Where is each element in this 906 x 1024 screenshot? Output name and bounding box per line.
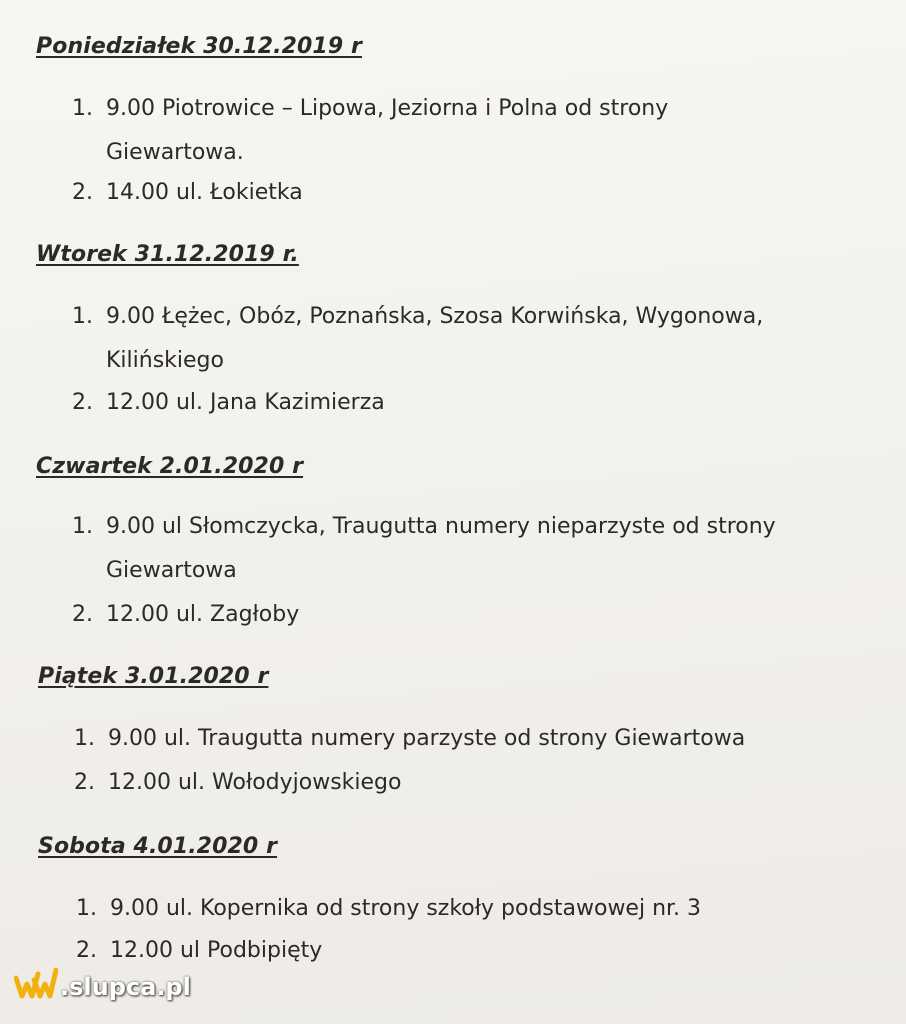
list-item-friday-2: [74, 762, 401, 804]
list-item-saturday-1: [76, 888, 701, 930]
day-heading-tuesday: Wtorek 31.12.2019 r.: [36, 242, 299, 267]
site-watermark: [14, 966, 191, 1002]
item-text: 12.00 ul. Jana Kazimierza: [106, 390, 385, 415]
item-number: 2.: [72, 390, 93, 415]
item-text-continuation: Giewartowa.: [106, 140, 244, 165]
slupca-logo-icon: [14, 966, 58, 1002]
item-text-continuation: Giewartowa: [106, 558, 237, 583]
item-text: 9.00 Piotrowice – Lipowa, Jeziorna i Polna od strony: [106, 96, 669, 121]
item-text: 9.00 ul. Traugutta numery parzyste od strony Giewartowa: [108, 726, 746, 751]
day-heading-friday: Piątek 3.01.2020 r: [38, 664, 269, 689]
day-heading-saturday: Sobota 4.01.2020 r: [38, 834, 278, 859]
item-text-continuation: Kilińskiego: [106, 348, 224, 373]
item-number: 2.: [76, 938, 97, 963]
item-number: 2.: [72, 602, 93, 627]
item-number: 1.: [76, 896, 97, 921]
list-item-monday-2: [72, 172, 303, 214]
item-text: 12.00 ul. Zagłoby: [106, 602, 300, 627]
item-text: 9.00 ul Słomczycka, Traugutta numery nieparzyste od strony: [106, 514, 776, 539]
day-heading-monday: Poniedziałek 30.12.2019 r: [36, 34, 362, 59]
list-item-tuesday-2: [72, 382, 385, 424]
list-item-thursday-1: [72, 506, 776, 548]
item-text: 9.00 Łężec, Obóz, Poznańska, Szosa Korwińska, Wygonowa,: [106, 304, 764, 329]
list-item-thursday-2: [72, 594, 299, 636]
item-number: 1.: [74, 726, 95, 751]
item-number: 2.: [72, 180, 93, 205]
list-item-friday-1: [74, 718, 745, 760]
item-number: 1.: [72, 514, 93, 539]
item-text: 14.00 ul. Łokietka: [106, 180, 303, 205]
item-number: 2.: [74, 770, 95, 795]
day-heading-thursday: Czwartek 2.01.2020 r: [36, 454, 304, 479]
list-item-monday-1: [72, 88, 668, 130]
item-text: 9.00 ul. Kopernika od strony szkoły podstawowej nr. 3: [110, 896, 702, 921]
list-item-tuesday-1: [72, 296, 763, 338]
item-text: 12.00 ul Podbipięty: [110, 938, 323, 963]
watermark-text: .slupca.pl: [60, 973, 191, 1001]
item-number: 1.: [72, 304, 93, 329]
item-text: 12.00 ul. Wołodyjowskiego: [108, 770, 402, 795]
item-number: 1.: [72, 96, 93, 121]
